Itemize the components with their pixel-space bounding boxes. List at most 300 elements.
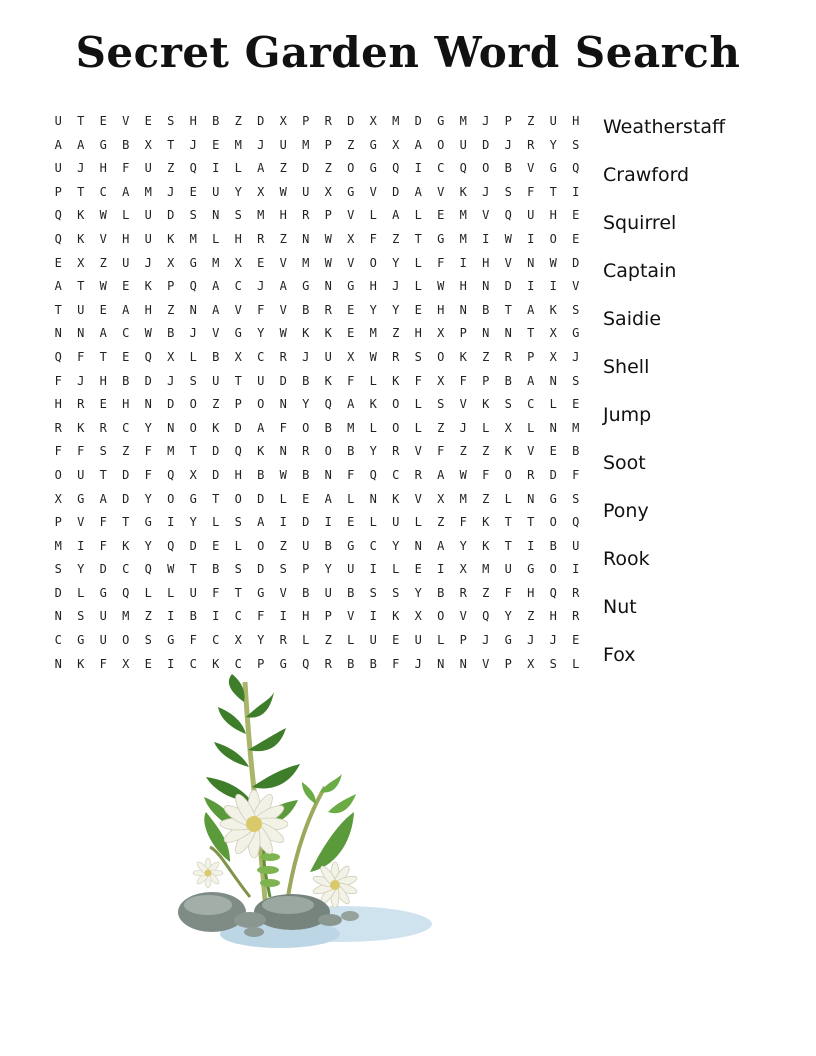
grid-letter: S	[572, 491, 580, 506]
grid-letter: N	[527, 491, 535, 506]
grid-letter: R	[324, 656, 332, 671]
grid-letter: L	[527, 420, 535, 435]
grid-letter: U	[302, 538, 310, 553]
grid-letter: R	[302, 444, 310, 459]
grid-letter: D	[122, 491, 130, 506]
grid-letter: L	[572, 656, 580, 671]
grid-letter: V	[414, 444, 422, 459]
grid-letter: N	[302, 231, 310, 246]
grid-letter: W	[437, 279, 445, 294]
grid-letter: Y	[257, 326, 265, 341]
grid-letter: F	[414, 373, 422, 388]
grid-letter: N	[482, 326, 490, 341]
grid-letter: X	[234, 633, 242, 648]
grid-letter: V	[527, 161, 535, 176]
grid-letter: B	[302, 373, 310, 388]
grid-letter: Q	[54, 349, 62, 364]
grid-letter: I	[572, 184, 580, 199]
grid-letter: F	[99, 656, 107, 671]
word-list-item: Saidie	[603, 308, 662, 330]
grid-letter: T	[167, 137, 175, 152]
grid-letter: H	[459, 279, 467, 294]
grid-letter: K	[504, 444, 512, 459]
word-list-item: Soot	[603, 452, 646, 474]
grid-letter: S	[54, 562, 62, 577]
grid-letter: F	[459, 373, 467, 388]
grid-letter: B	[437, 585, 445, 600]
grid-letter: B	[572, 444, 580, 459]
grid-letter: W	[369, 349, 377, 364]
grid-letter: C	[437, 161, 445, 176]
grid-letter: R	[99, 420, 107, 435]
grid-letter: D	[212, 444, 220, 459]
grid-letter: Q	[234, 444, 242, 459]
grid-letter: D	[212, 467, 220, 482]
grid-letter: Q	[189, 161, 197, 176]
grid-letter: K	[324, 326, 332, 341]
grid-letter: A	[414, 137, 422, 152]
grid-letter: V	[234, 302, 242, 317]
grid-letter: X	[504, 420, 512, 435]
grid-letter: V	[482, 656, 490, 671]
grid-letter: G	[144, 515, 152, 530]
grid-letter: U	[257, 373, 265, 388]
grid-letter: U	[459, 137, 467, 152]
grid-letter: Y	[234, 184, 242, 199]
grid-letter: Q	[167, 538, 175, 553]
grid-letter: F	[144, 444, 152, 459]
grid-letter: X	[279, 114, 287, 128]
grid-letter: Z	[482, 585, 490, 600]
grid-letter: N	[414, 538, 422, 553]
grid-letter: E	[392, 633, 400, 648]
grid-letter: B	[347, 444, 355, 459]
grid-letter: B	[212, 349, 220, 364]
grid-letter: C	[234, 609, 242, 624]
grid-letter: B	[369, 656, 377, 671]
grid-letter: Q	[144, 349, 152, 364]
grid-letter: K	[77, 656, 85, 671]
grid-letter: Q	[324, 397, 332, 412]
grid-letter: M	[189, 231, 197, 246]
grid-letter: S	[234, 562, 242, 577]
grid-letter: B	[347, 656, 355, 671]
grid-letter: N	[504, 326, 512, 341]
grid-letter: I	[527, 279, 535, 294]
grid-letter: E	[144, 114, 152, 128]
grid-letter: C	[212, 633, 220, 648]
grid-letter: N	[167, 420, 175, 435]
grid-letter: V	[279, 585, 287, 600]
grid-letter: G	[257, 585, 265, 600]
grid-letter: G	[99, 585, 107, 600]
grid-letter: P	[257, 656, 265, 671]
grid-letter: E	[347, 326, 355, 341]
grid-letter: H	[144, 302, 152, 317]
grid-letter: S	[414, 349, 422, 364]
grid-letter: Y	[77, 562, 85, 577]
grid-letter: G	[189, 255, 197, 270]
grid-letter: D	[189, 538, 197, 553]
grid-letter: D	[504, 279, 512, 294]
grid-letter: Y	[392, 255, 400, 270]
grid-letter: Y	[504, 609, 512, 624]
grid-letter: D	[54, 585, 62, 600]
grid-letter: Q	[549, 585, 557, 600]
grid-letter: N	[459, 656, 467, 671]
grid-letter: Y	[257, 633, 265, 648]
word-list-item: Crawford	[603, 164, 690, 186]
grid-letter: T	[504, 515, 512, 530]
grid-letter: L	[369, 515, 377, 530]
grid-letter: Y	[392, 538, 400, 553]
grid-letter: U	[189, 585, 197, 600]
grid-letter: A	[437, 467, 445, 482]
grid-letter: Q	[504, 208, 512, 223]
grid-letter: C	[122, 420, 130, 435]
grid-letter: I	[437, 562, 445, 577]
grid-letter: Z	[212, 397, 220, 412]
grid-letter: O	[549, 231, 557, 246]
grid-letter: X	[437, 373, 445, 388]
grid-letter: J	[257, 137, 265, 152]
grid-letter: T	[77, 184, 85, 199]
grid-letter: M	[167, 444, 175, 459]
grid-letter: Z	[392, 231, 400, 246]
grid-letter: J	[459, 420, 467, 435]
grid-letter: K	[122, 538, 130, 553]
grid-letter: E	[572, 633, 580, 648]
grid-letter: D	[414, 114, 422, 128]
grid-letter: O	[392, 397, 400, 412]
grid-letter: W	[324, 255, 332, 270]
grid-letter: X	[167, 349, 175, 364]
grid-letter: U	[347, 562, 355, 577]
grid-letter: V	[572, 279, 580, 294]
grid-letter: J	[302, 349, 310, 364]
grid-letter: P	[482, 373, 490, 388]
grid-letter: V	[347, 208, 355, 223]
grid-letter: G	[77, 633, 85, 648]
grid-letter: X	[234, 349, 242, 364]
grid-letter: K	[212, 656, 220, 671]
page-title: Secret Garden Word Search	[75, 28, 741, 77]
grid-letter: U	[54, 114, 62, 128]
grid-letter: S	[369, 585, 377, 600]
grid-letter: B	[167, 326, 175, 341]
grid-letter: F	[572, 467, 580, 482]
grid-letter: J	[257, 279, 265, 294]
grid-letter: O	[347, 161, 355, 176]
grid-letter: F	[212, 585, 220, 600]
grid-letter: T	[212, 491, 220, 506]
grid-letter: I	[212, 609, 220, 624]
grid-letter: X	[414, 609, 422, 624]
grid-letter: C	[122, 562, 130, 577]
grid-letter: X	[437, 326, 445, 341]
grid-letter: E	[54, 255, 62, 270]
grid-letter: L	[347, 491, 355, 506]
grid-letter: A	[324, 491, 332, 506]
grid-letter: Z	[279, 231, 287, 246]
grid-letter: C	[122, 326, 130, 341]
grid-letter: R	[527, 137, 535, 152]
grid-letter: Y	[414, 585, 422, 600]
grid-letter: N	[279, 444, 287, 459]
grid-letter: X	[77, 255, 85, 270]
grid-letter: D	[122, 467, 130, 482]
grid-letter: T	[527, 326, 535, 341]
grid-letter: E	[212, 137, 220, 152]
grid-letter: K	[482, 515, 490, 530]
grid-letter: Q	[122, 585, 130, 600]
grid-letter: X	[234, 255, 242, 270]
grid-letter: L	[369, 208, 377, 223]
grid-letter: Z	[482, 491, 490, 506]
grid-letter: U	[414, 633, 422, 648]
grid-letter: V	[459, 397, 467, 412]
grid-letter: P	[234, 397, 242, 412]
grid-letter: M	[572, 420, 580, 435]
grid-letter: L	[122, 208, 130, 223]
grid-letter: D	[302, 161, 310, 176]
grid-letter: I	[167, 656, 175, 671]
word-list-item: Jump	[603, 404, 652, 426]
grid-letter: F	[54, 444, 62, 459]
grid-letter: M	[144, 184, 152, 199]
grid-letter: T	[527, 515, 535, 530]
grid-letter: O	[549, 562, 557, 577]
grid-letter: P	[54, 184, 62, 199]
grid-letter: X	[324, 184, 332, 199]
grid-letter: E	[99, 302, 107, 317]
grid-letter: M	[347, 420, 355, 435]
grid-letter: G	[437, 231, 445, 246]
grid-letter: F	[54, 373, 62, 388]
grid-letter: D	[482, 137, 490, 152]
grid-letter: M	[459, 208, 467, 223]
grid-letter: L	[144, 585, 152, 600]
grid-letter: J	[77, 373, 85, 388]
grid-letter: Z	[279, 161, 287, 176]
grid-letter: I	[369, 562, 377, 577]
grid-letter: D	[144, 373, 152, 388]
grid-letter: S	[392, 585, 400, 600]
grid-letter: V	[279, 255, 287, 270]
grid-letter: B	[212, 114, 220, 128]
grid-letter: L	[414, 279, 422, 294]
grid-letter: R	[504, 349, 512, 364]
grid-letter: Q	[459, 161, 467, 176]
grid-letter: L	[369, 420, 377, 435]
grid-letter: N	[437, 656, 445, 671]
grid-letter: G	[437, 114, 445, 128]
grid-letter: E	[257, 255, 265, 270]
grid-letter: A	[257, 515, 265, 530]
grid-letter: T	[54, 302, 62, 317]
grid-letter: K	[167, 231, 175, 246]
grid-letter: J	[549, 633, 557, 648]
grid-letter: J	[167, 373, 175, 388]
grid-letter: Z	[234, 114, 242, 128]
grid-letter: S	[572, 302, 580, 317]
grid-letter: L	[212, 231, 220, 246]
grid-letter: J	[189, 326, 197, 341]
grid-letter: T	[504, 302, 512, 317]
grid-letter: B	[302, 302, 310, 317]
grid-letter: A	[54, 137, 62, 152]
grid-letter: P	[459, 633, 467, 648]
grid-letter: D	[572, 255, 580, 270]
grid-letter: F	[504, 585, 512, 600]
grid-letter: N	[189, 302, 197, 317]
grid-letter: T	[99, 467, 107, 482]
grid-letter: U	[144, 161, 152, 176]
grid-letter: Z	[527, 114, 535, 128]
grid-letter: B	[324, 538, 332, 553]
word-list-item: Captain	[603, 260, 677, 282]
grid-letter: S	[279, 562, 287, 577]
grid-letter: C	[99, 184, 107, 199]
word-list-item: Squirrel	[603, 212, 677, 234]
grid-letter: Q	[392, 161, 400, 176]
grid-letter: X	[369, 114, 377, 128]
grid-letter: X	[392, 137, 400, 152]
grid-letter: X	[257, 184, 265, 199]
grid-letter: R	[414, 467, 422, 482]
grid-letter: U	[392, 515, 400, 530]
grid-letter: Z	[347, 137, 355, 152]
grid-letter: G	[572, 326, 580, 341]
grid-letter: F	[437, 255, 445, 270]
grid-letter: S	[504, 397, 512, 412]
grid-letter: I	[279, 515, 287, 530]
grid-letter: R	[527, 467, 535, 482]
grid-letter: T	[234, 373, 242, 388]
grid-letter: J	[77, 161, 85, 176]
grid-letter: O	[189, 420, 197, 435]
grid-letter: G	[167, 633, 175, 648]
grid-letter: U	[122, 255, 130, 270]
grid-letter: Q	[144, 562, 152, 577]
grid-letter: T	[77, 279, 85, 294]
grid-letter: A	[212, 279, 220, 294]
grid-letter: Z	[437, 420, 445, 435]
grid-letter: J	[482, 633, 490, 648]
grid-letter: H	[54, 397, 62, 412]
grid-letter: G	[369, 161, 377, 176]
grid-letter: H	[572, 114, 580, 128]
word-list-item: Weatherstaff	[603, 116, 726, 138]
grid-letter: O	[122, 633, 130, 648]
grid-letter: O	[167, 491, 175, 506]
grid-letter: B	[347, 585, 355, 600]
grid-letter: N	[54, 326, 62, 341]
grid-letter: H	[482, 255, 490, 270]
grid-letter: E	[347, 302, 355, 317]
grid-letter: R	[324, 114, 332, 128]
word-list-item: Pony	[603, 500, 649, 522]
grid-letter: H	[122, 231, 130, 246]
grid-letter: N	[54, 656, 62, 671]
grid-letter: K	[459, 184, 467, 199]
grid-letter: I	[167, 609, 175, 624]
grid-letter: G	[549, 491, 557, 506]
grid-letter: I	[572, 562, 580, 577]
grid-letter: T	[414, 231, 422, 246]
grid-letter: P	[54, 515, 62, 530]
grid-letter: U	[99, 633, 107, 648]
grid-letter: L	[302, 633, 310, 648]
grid-letter: A	[257, 161, 265, 176]
grid-letter: R	[279, 633, 287, 648]
grid-letter: J	[189, 137, 197, 152]
grid-letter: E	[572, 231, 580, 246]
grid-letter: E	[99, 114, 107, 128]
grid-letter: F	[257, 302, 265, 317]
grid-letter: A	[527, 302, 535, 317]
grid-letter: B	[122, 373, 130, 388]
grid-letter: H	[302, 609, 310, 624]
grid-letter: D	[279, 373, 287, 388]
grid-letter: M	[234, 137, 242, 152]
grid-letter: E	[437, 208, 445, 223]
grid-letter: L	[414, 397, 422, 412]
grid-letter: A	[77, 137, 85, 152]
grid-letter: M	[302, 255, 310, 270]
grid-letter: I	[482, 231, 490, 246]
grid-letter: J	[482, 114, 490, 128]
grid-letter: M	[392, 114, 400, 128]
grid-letter: L	[414, 515, 422, 530]
grid-letter: U	[324, 585, 332, 600]
grid-letter: Z	[99, 255, 107, 270]
grid-letter: L	[234, 161, 242, 176]
grid-letter: N	[369, 491, 377, 506]
grid-letter: V	[122, 114, 130, 128]
grid-letter: Q	[54, 231, 62, 246]
grid-letter: U	[279, 137, 287, 152]
grid-letter: E	[572, 208, 580, 223]
grid-letter: S	[234, 515, 242, 530]
grid-letter: G	[527, 562, 535, 577]
grid-letter: F	[77, 349, 85, 364]
grid-letter: S	[549, 656, 557, 671]
grid-letter: O	[257, 397, 265, 412]
grid-letter: F	[99, 538, 107, 553]
grid-letter: J	[167, 184, 175, 199]
grid-letter: U	[77, 467, 85, 482]
grid-letter: V	[347, 255, 355, 270]
grid-letter: M	[122, 609, 130, 624]
grid-letter: A	[54, 279, 62, 294]
grid-letter: V	[369, 184, 377, 199]
grid-letter: P	[527, 349, 535, 364]
grid-letter: Z	[167, 161, 175, 176]
grid-letter: I	[549, 279, 557, 294]
word-list-item: Fox	[603, 644, 636, 666]
plant-on-rocks-illustration	[170, 672, 440, 962]
grid-letter: E	[99, 397, 107, 412]
grid-letter: B	[482, 302, 490, 317]
grid-letter: K	[459, 349, 467, 364]
grid-letter: F	[144, 467, 152, 482]
grid-letter: L	[414, 255, 422, 270]
grid-letter: T	[189, 562, 197, 577]
grid-letter: G	[77, 491, 85, 506]
grid-letter: N	[482, 279, 490, 294]
grid-letter: M	[459, 114, 467, 128]
